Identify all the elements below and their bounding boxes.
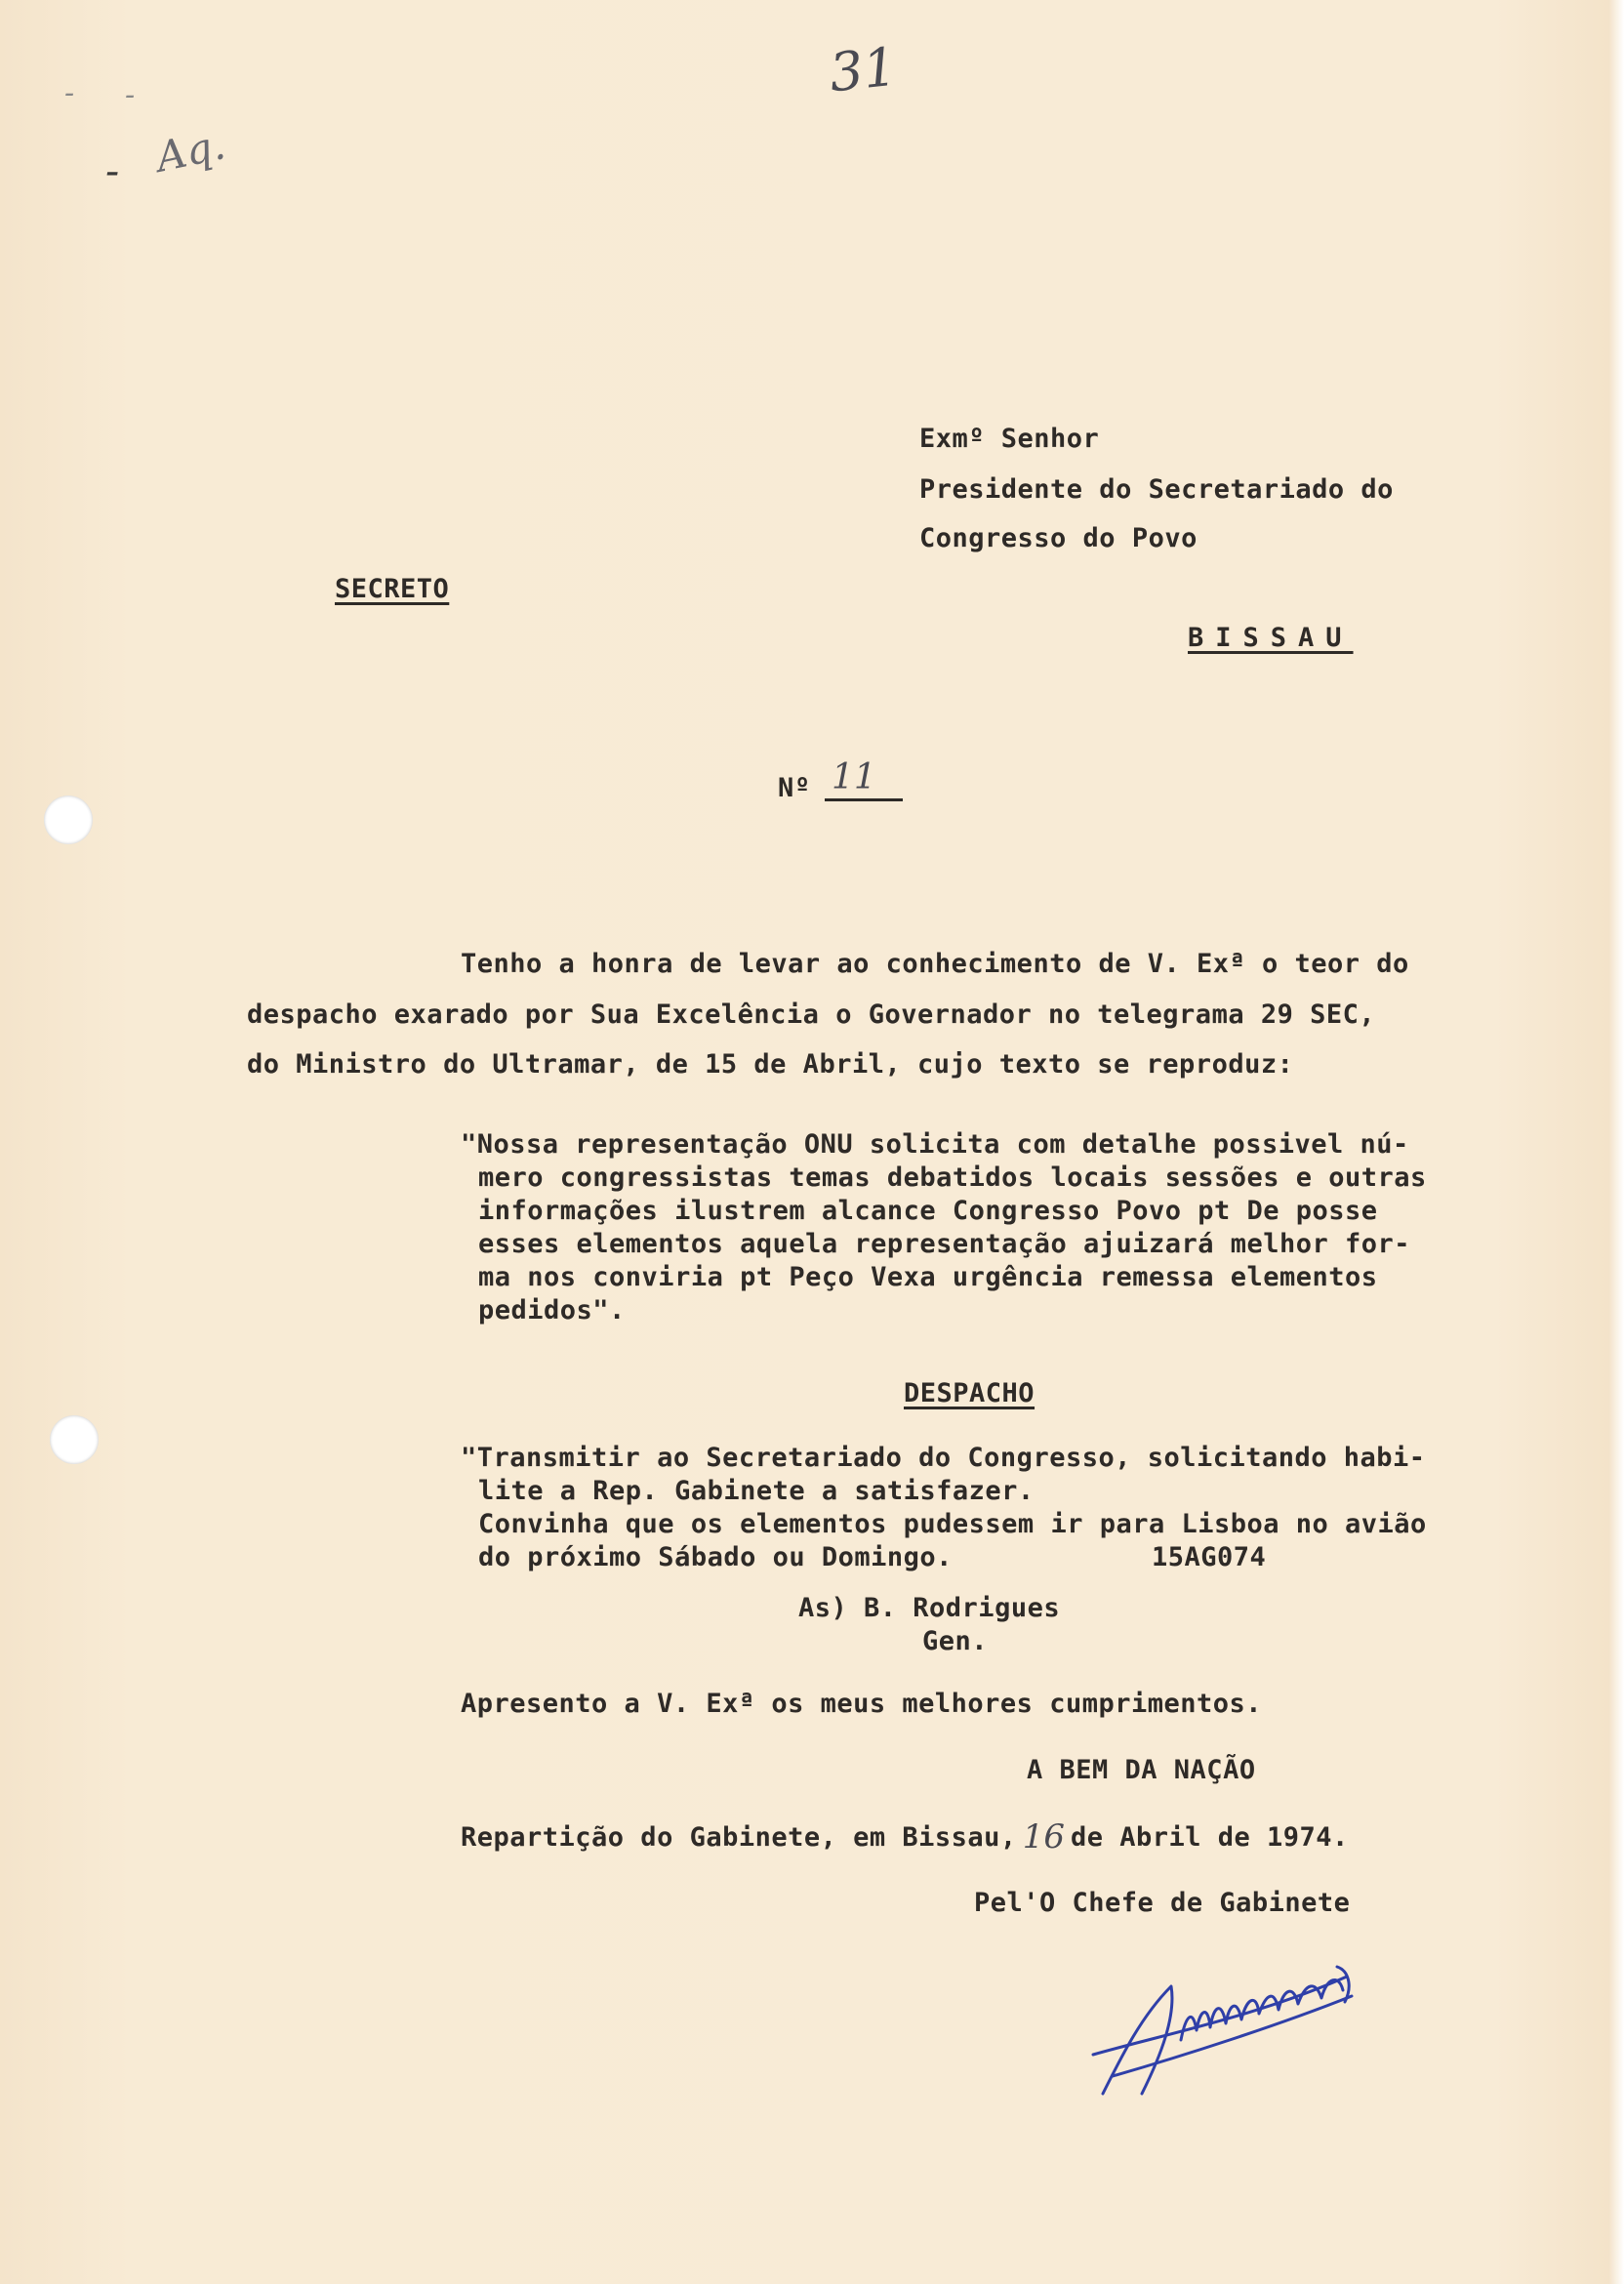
quote-line-6: pedidos". bbox=[478, 1295, 626, 1326]
closing-place-date bbox=[461, 1815, 1349, 1855]
recipient-salutation: Exmº Senhor bbox=[919, 424, 1100, 454]
closing-signatory: Pel'O Chefe de Gabinete bbox=[974, 1888, 1351, 1918]
despacho-line-2: lite a Rep. Gabinete a satisfazer. bbox=[478, 1476, 1035, 1506]
punch-hole-bottom bbox=[50, 1415, 99, 1464]
body-line-2: despacho exarado por Sua Excelência o Governador no telegrama 29 SEC, bbox=[247, 999, 1376, 1030]
closing-motto: A BEM DA NAÇÃO bbox=[1027, 1755, 1256, 1785]
despacho-date-code: 15AG074 bbox=[1152, 1542, 1267, 1572]
document-number-label: Nº bbox=[778, 773, 811, 803]
quote-line-4: esses elementos aquela representação ajuizará melhor for- bbox=[478, 1229, 1411, 1259]
page-number-handwritten: 31 bbox=[826, 35, 900, 104]
closing-greeting: Apresento a V. Exª os meus melhores cumprimentos. bbox=[461, 1689, 1263, 1719]
closing-day-handwritten: 16 bbox=[1022, 1817, 1065, 1856]
despacho-signed-by: As) B. Rodrigues bbox=[798, 1593, 1061, 1623]
document-number-line bbox=[825, 798, 903, 801]
despacho-heading: DESPACHO bbox=[904, 1378, 1035, 1408]
quote-line-1: "Nossa representação ONU solicita com detalhe possivel nú- bbox=[461, 1129, 1409, 1160]
pencil-stroke: - bbox=[105, 146, 120, 194]
quote-line-3: informações ilustrem alcance Congresso Povo pt De posse bbox=[478, 1196, 1378, 1226]
recipient-title: Presidente do Secretariado do bbox=[919, 474, 1394, 505]
recipient-organization: Congresso do Povo bbox=[919, 523, 1198, 553]
recipient-city: BISSAU bbox=[1188, 623, 1354, 653]
body-line-1: Tenho a honra de levar ao conhecimento de V. Exª o teor do bbox=[461, 949, 1409, 979]
page-edge bbox=[1608, 0, 1624, 2284]
margin-note-handwritten: Aq. bbox=[151, 120, 229, 182]
pencil-dash: - bbox=[64, 76, 75, 110]
punch-hole-top bbox=[44, 795, 93, 844]
body-line-3: do Ministro do Ultramar, de 15 de Abril, cujo texto se reproduz: bbox=[247, 1049, 1294, 1080]
pencil-dash-2: - bbox=[125, 78, 136, 112]
despacho-line-4: do próximo Sábado ou Domingo. bbox=[478, 1542, 953, 1572]
closing-place: Repartição do Gabinete, em Bissau, bbox=[461, 1822, 1017, 1853]
signature bbox=[1083, 1947, 1376, 2113]
quote-line-5: ma nos conviria pt Peço Vexa urgência remessa elementos bbox=[478, 1262, 1378, 1292]
despacho-rank: Gen. bbox=[922, 1626, 989, 1656]
despacho-line-1: "Transmitir ao Secretariado do Congresso, solicitando habi- bbox=[461, 1443, 1426, 1473]
classification-stamp: SECRETO bbox=[335, 574, 450, 604]
closing-date: de Abril de 1974. bbox=[1070, 1822, 1349, 1853]
quote-line-2: mero congressistas temas debatidos locais sessões e outras bbox=[478, 1162, 1427, 1193]
despacho-line-3: Convinha que os elementos pudessem ir para Lisboa no avião bbox=[478, 1509, 1427, 1539]
document-number-handwritten: 11 bbox=[832, 757, 876, 797]
